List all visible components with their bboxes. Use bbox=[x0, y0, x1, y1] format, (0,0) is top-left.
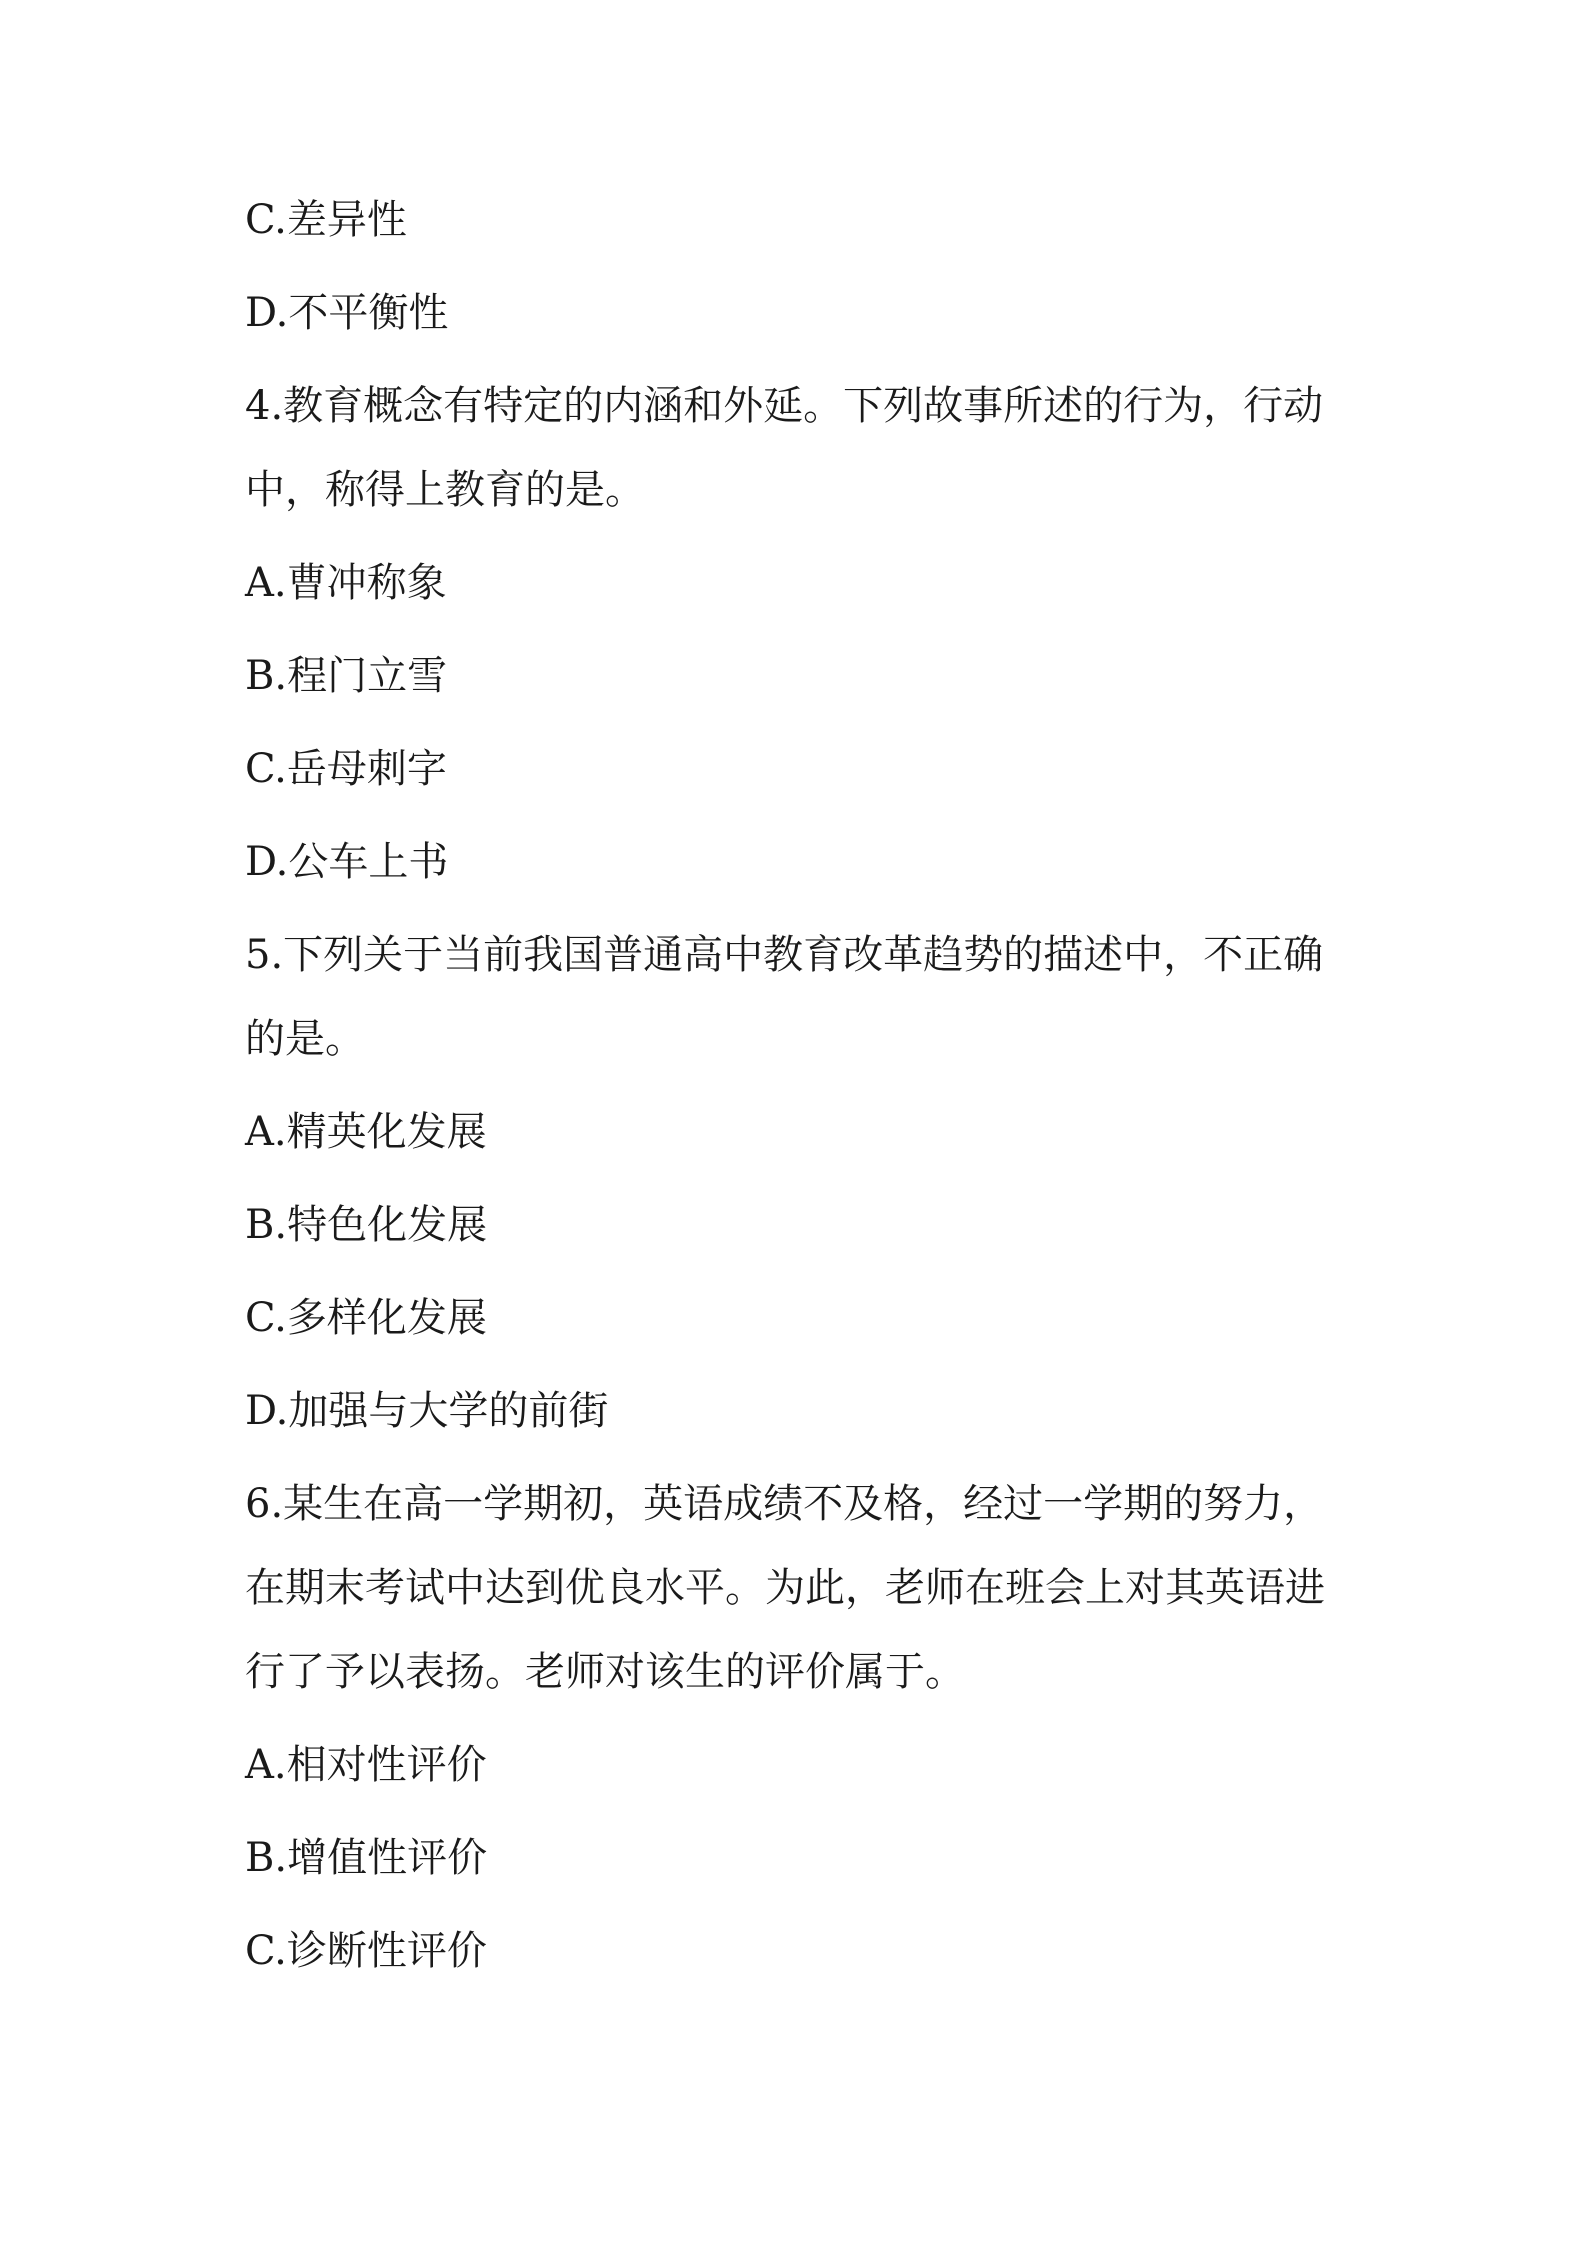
option-c-q5: C.多样化发展 bbox=[245, 1295, 487, 1341]
question-5-line-1: 5.下列关于当前我国普通高中教育改革趋势的描述中，不正确 bbox=[245, 932, 1324, 978]
option-b-q6: B.增值性评价 bbox=[245, 1835, 488, 1881]
question-6-line-2: 在期末考试中达到优良水平。为此，老师在班会上对其英语进 bbox=[245, 1565, 1325, 1611]
question-4-line-1: 4.教育概念有特定的内涵和外延。下列故事所述的行为，行动 bbox=[245, 383, 1324, 429]
option-d-q5: D.加强与大学的前街 bbox=[245, 1388, 609, 1434]
option-d-q3: D.不平衡性 bbox=[245, 290, 449, 336]
option-a-q5: A.精英化发展 bbox=[245, 1109, 487, 1155]
question-6-line-1: 6.某生在高一学期初，英语成绩不及格，经过一学期的努力， bbox=[245, 1481, 1324, 1527]
option-b-q5: B.特色化发展 bbox=[245, 1202, 488, 1248]
option-c-q6: C.诊断性评价 bbox=[245, 1928, 487, 1974]
page-content bbox=[245, 196, 1350, 1975]
option-c-q3: C.差异性 bbox=[245, 197, 407, 243]
question-6-line-3: 行了予以表扬。老师对该生的评价属于。 bbox=[245, 1649, 965, 1695]
option-a-q6: A.相对性评价 bbox=[245, 1742, 487, 1788]
option-b-q4: B.程门立雪 bbox=[245, 653, 448, 699]
question-4-line-2: 中，称得上教育的是。 bbox=[245, 467, 645, 513]
question-5-line-2: 的是。 bbox=[245, 1016, 365, 1062]
option-a-q4: A.曹冲称象 bbox=[245, 560, 447, 606]
option-d-q4: D.公车上书 bbox=[245, 839, 449, 885]
option-c-q4: C.岳母刺字 bbox=[245, 746, 447, 792]
